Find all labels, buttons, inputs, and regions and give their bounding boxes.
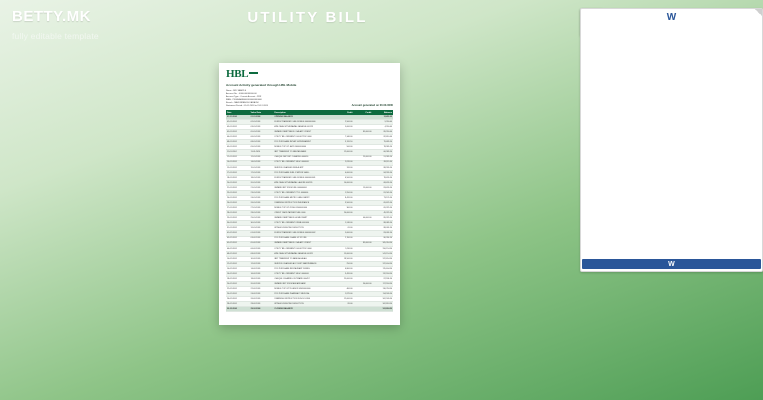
transaction-credit: 15,000.00 [353, 185, 372, 190]
transaction-description: POS PURCHASE METRO CASH CARRY [273, 196, 334, 201]
transaction-balance: 102,824.50 [372, 302, 393, 307]
transaction-balance: 165,264.50 [372, 241, 393, 246]
meta-line: Account No. : 0000-00000000-00 [226, 92, 257, 95]
transaction-value-date: 03-02-2024 [250, 236, 274, 241]
transaction-description: STANDING INSTRUCTION INSURANCE [273, 201, 334, 206]
transaction-debit: 1,950.00 [334, 190, 353, 195]
transaction-description: MOBILE TOP UP JAZZ 03000000000 [273, 145, 334, 150]
transaction-date: 27-01-2024 [226, 206, 250, 211]
transaction-value-date: 02-01-2024 [250, 120, 274, 125]
transaction-balance: 117,184.50 [372, 282, 393, 287]
transaction-description: CHEQUE CLEARING OUTWARD 000457 [273, 277, 334, 282]
transaction-value-date: 05-01-2024 [250, 130, 274, 135]
transaction-debit: 1,240.00 [334, 221, 353, 226]
transaction-value-date: 18-01-2024 [250, 175, 274, 180]
transaction-balance: 156,154.50 [372, 246, 393, 251]
meta-line: Branch : MAIN BRANCH KARACHI [226, 101, 259, 104]
transaction-description: SERVICE CHARGES SMS ALERT [273, 165, 334, 170]
transaction-description: SERVICE CHARGES ACCOUNT MAINTENANCE [273, 261, 334, 266]
transaction-value-date: 20-01-2024 [250, 180, 274, 185]
transaction-date: 10-02-2024 [226, 256, 250, 261]
transaction-date: 12-01-2024 [226, 155, 250, 160]
transaction-value-date: 18-02-2024 [250, 277, 274, 282]
transaction-balance: 66,989.50 [372, 150, 393, 155]
transaction-debit: 25,000.00 [334, 277, 353, 282]
column-header-credit: Credit [353, 110, 372, 115]
transaction-description: UTILITY BILL PAYMENT K-ELECTRIC 0000 [273, 246, 334, 251]
transaction-balance: 102,909.50 [372, 297, 393, 302]
transaction-credit: 85,000.00 [353, 130, 372, 135]
transaction-date: 01-01-2024 [226, 115, 250, 120]
transaction-debit: 15,000.00 [334, 251, 353, 256]
transaction-debit: 5,000.00 [334, 231, 353, 236]
hbl-logo-text: HBL [226, 68, 249, 80]
transaction-debit: 2,760.00 [334, 236, 353, 241]
transaction-credit [353, 307, 372, 312]
transaction-description: POS PURCHASE IMTIAZ SUPERMARKET [273, 140, 334, 145]
transaction-value-date: 08-02-2024 [250, 251, 274, 256]
transaction-description: CHEQUE DEPOSIT CLEARING 000456 [273, 155, 334, 160]
transaction-balance: 83,499.50 [372, 185, 393, 190]
transaction-description: WITHHOLDING TAX DEDUCTION [273, 302, 334, 307]
file-format-badges [580, 8, 677, 268]
transaction-balance: 116,784.50 [372, 287, 393, 292]
transaction-balance: 88,089.50 [372, 221, 393, 226]
transaction-value-date: 12-02-2024 [250, 261, 274, 266]
transaction-description: OPENING BALANCE [273, 115, 334, 120]
transaction-date: 29-02-2024 [226, 307, 250, 312]
transaction-value-date: 28-01-2024 [250, 211, 274, 216]
transaction-credit: 25,000.00 [353, 155, 372, 160]
transaction-description: INWARD IBFT FROM ASKARI BANK [273, 282, 334, 287]
transaction-debit: 3,420.00 [334, 271, 353, 276]
transaction-value-date: 20-02-2024 [250, 282, 274, 287]
transaction-debit: 2,870.00 [334, 160, 353, 165]
transaction-date: 14-01-2024 [226, 160, 250, 165]
transaction-description: UTILITY BILL PAYMENT K-ELECTRIC 0000 [273, 135, 334, 140]
word-label: W [668, 261, 675, 268]
transaction-date: 26-02-2024 [226, 297, 250, 302]
transaction-description: FUNDS TRANSFER / HBL MOBILE 0000000001 [273, 175, 334, 180]
brand-logo: BETTY.MK [12, 8, 91, 25]
transaction-description: UTILITY BILL PAYMENT SSGC 0000000 [273, 271, 334, 276]
transaction-credit: 30,000.00 [353, 282, 372, 287]
column-header-value-date: Value Date [250, 110, 274, 115]
transaction-balance: 78,989.50 [372, 145, 393, 150]
transaction-balance: 88,024.50 [372, 226, 393, 231]
transaction-debit: 3,500.00 [334, 201, 353, 206]
transaction-value-date: 10-02-2024 [250, 256, 274, 261]
transaction-balance: 82,610.00 [372, 135, 393, 140]
word-icon-glyph: W [666, 12, 677, 23]
transaction-date: 26-01-2024 [226, 201, 250, 206]
transaction-description: UTILITY BILL PAYMENT SSGC 0000000 [273, 160, 334, 165]
document-preview[interactable] [219, 63, 400, 325]
transaction-description: INWARD IBFT FROM UBL 000000000 [273, 185, 334, 190]
transaction-value-date: 01-01-2024 [250, 115, 274, 120]
account-meta-block [226, 90, 268, 107]
transaction-debit: 8,420.00 [334, 196, 353, 201]
transaction-debit: 300.00 [334, 206, 353, 211]
transaction-debit: 85.00 [334, 302, 353, 307]
transaction-debit: 2,500.00 [334, 120, 353, 125]
transaction-description: ATM CASH WITHDRAWAL LAHORE 000789 [273, 180, 334, 185]
transaction-date: 05-01-2024 [226, 130, 250, 135]
transaction-balance: 89,329.50 [372, 216, 393, 221]
transaction-debit: 120.00 [334, 165, 353, 170]
transaction-balance: 91,989.50 [372, 155, 393, 160]
transaction-balance: 68,499.50 [372, 180, 393, 185]
transaction-debit: 1,875.00 [334, 292, 353, 297]
transaction-balance: 112,184.50 [372, 271, 393, 276]
transaction-value-date: 29-01-2024 [250, 216, 274, 221]
transaction-date: 01-02-2024 [226, 231, 250, 236]
transaction-balance: 69,629.50 [372, 201, 393, 206]
transaction-date: 08-01-2024 [226, 140, 250, 145]
transaction-debit: 10,000.00 [334, 180, 353, 185]
transaction-description: ATM CASH WITHDRAWAL KARACHI 000321 [273, 251, 334, 256]
transaction-value-date: 11-01-2024 [250, 150, 274, 155]
transaction-description: INWARD REMITTANCE / SALARY CREDIT [273, 241, 334, 246]
transaction-date: 17-01-2024 [226, 170, 250, 175]
transaction-description: FUNDS TRANSFER / HBL MOBILE 0000000002 [273, 231, 334, 236]
transaction-value-date: 27-01-2024 [250, 206, 274, 211]
transaction-balance: 89,119.50 [372, 160, 393, 165]
transaction-description: POS PURCHASE RESTAURANT DINING [273, 266, 334, 271]
transaction-value-date: 23-01-2024 [250, 190, 274, 195]
transaction-description: IBFT TRANSFER TO BANK ALFALAH [273, 256, 334, 261]
transaction-date: 24-01-2024 [226, 196, 250, 201]
transaction-description: CLOSING BALANCE [273, 307, 334, 312]
transaction-date: 31-01-2024 [226, 226, 250, 231]
transaction-date: 30-01-2024 [226, 221, 250, 226]
transaction-description: STANDING INSTRUCTION SCHOOL FEE [273, 297, 334, 302]
transaction-value-date: 06-02-2024 [250, 246, 274, 251]
transaction-balance: 49,329.50 [372, 211, 393, 216]
transaction-date: 05-02-2024 [226, 241, 250, 246]
document-subtitle: Account Activity generated through HBL Mobile [226, 83, 297, 87]
transaction-balance: 122,404.50 [372, 261, 393, 266]
document-meta [226, 90, 393, 107]
column-header-date: Date [226, 110, 250, 115]
transaction-debit: 20,000.00 [334, 211, 353, 216]
transaction-value-date: 08-01-2024 [250, 140, 274, 145]
transaction-description: INWARD REMITTANCE HOME REMIT [273, 216, 334, 221]
transaction-credit: 40,000.00 [353, 216, 372, 221]
transaction-value-date: 17-01-2024 [250, 170, 274, 175]
transaction-value-date: 06-01-2024 [250, 135, 274, 140]
transaction-balance: 88,999.50 [372, 165, 393, 170]
transaction-debit: 7,340.00 [334, 135, 353, 140]
transaction-date: 23-01-2024 [226, 190, 250, 195]
transaction-debit: 6,500.00 [334, 175, 353, 180]
transaction-description: MOBILE TOP UP TELENOR 03450000000 [273, 287, 334, 292]
transaction-value-date: 14-02-2024 [250, 266, 274, 271]
transaction-date: 03-01-2024 [226, 125, 250, 130]
transaction-date: 28-01-2024 [226, 211, 250, 216]
transaction-date: 18-01-2024 [226, 175, 250, 180]
transaction-value-date: 12-01-2024 [250, 155, 274, 160]
transaction-balance: 79,489.50 [372, 140, 393, 145]
transaction-date: 21-01-2024 [226, 185, 250, 190]
transaction-balance: 141,154.50 [372, 251, 393, 256]
transaction-value-date: 29-02-2024 [250, 307, 274, 312]
transaction-date: 22-02-2024 [226, 287, 250, 292]
transaction-date: 16-02-2024 [226, 271, 250, 276]
transaction-balance: 4,950.00 [372, 125, 393, 130]
transaction-balance: 83,024.50 [372, 231, 393, 236]
transaction-description: UTILITY BILL PAYMENT KWSB 0000000 [273, 221, 334, 226]
page-title: UTILITY BILL [247, 9, 368, 26]
transaction-balance: 84,999.50 [372, 170, 393, 175]
meta-line: Statement Period : 01-01-2024 to 31-12-2024 [226, 104, 268, 107]
transaction-value-date: 21-01-2024 [250, 185, 274, 190]
transaction-date: 11-01-2024 [226, 150, 250, 155]
transaction-date: 08-02-2024 [226, 251, 250, 256]
transaction-balance: 102,824.50 [372, 307, 393, 312]
column-header-debit: Debit [334, 110, 353, 115]
transaction-date: 03-02-2024 [226, 236, 250, 241]
transaction-balance: 81,549.50 [372, 190, 393, 195]
brand-tagline: fully editable template [12, 31, 99, 41]
hbl-logo [226, 69, 393, 80]
transaction-credit: 85,000.00 [353, 241, 372, 246]
transaction-value-date: 03-01-2024 [250, 125, 274, 130]
transaction-debit: 18,500.00 [334, 256, 353, 261]
transaction-balance: 73,129.50 [372, 196, 393, 201]
transaction-description: INWARD REMITTANCE / SALARY CREDIT [273, 130, 334, 135]
transaction-balance: 78,499.50 [372, 175, 393, 180]
transaction-date: 29-01-2024 [226, 216, 250, 221]
generated-on-label: Account generated on 00-00-0000 [351, 104, 393, 108]
meta-line: Account Type : Current Account - PKR [226, 95, 262, 98]
column-header-balance: Balance [372, 110, 393, 115]
transaction-debit: 65.00 [334, 226, 353, 231]
transaction-debit: 250.00 [334, 261, 353, 266]
transaction-debit: 500.00 [334, 145, 353, 150]
transaction-balance: 69,329.50 [372, 206, 393, 211]
transaction-debit: 12,000.00 [334, 297, 353, 302]
statement-table-body [226, 115, 393, 312]
transaction-description: FUNDS TRANSFER / HBL MOBILE 0000000000 [273, 120, 334, 125]
transaction-value-date: 05-02-2024 [250, 241, 274, 246]
transaction-debit [334, 307, 353, 312]
transaction-value-date: 16-02-2024 [250, 271, 274, 276]
transaction-debit: 5,000.00 [334, 125, 353, 130]
transaction-debit: 9,110.00 [334, 246, 353, 251]
transaction-date: 18-02-2024 [226, 277, 250, 282]
transaction-balance: 115,604.50 [372, 266, 393, 271]
transaction-balance: 12,450.00 [372, 115, 393, 120]
transaction-debit: 6,800.00 [334, 266, 353, 271]
transaction-description: WITHHOLDING TAX DEDUCTION [273, 226, 334, 231]
transaction-value-date: 30-01-2024 [250, 221, 274, 226]
transaction-description: POS PURCHASE FUEL STATION SHELL [273, 170, 334, 175]
table-row [226, 307, 393, 312]
hbl-logo-bar [249, 72, 258, 74]
transaction-balance: 122,654.50 [372, 256, 393, 261]
bank-statement-document [219, 63, 400, 325]
transaction-date: 06-01-2024 [226, 135, 250, 140]
transaction-debit: 12,000.00 [334, 150, 353, 155]
word-file-icon[interactable] [580, 8, 763, 272]
transaction-debit: 400.00 [334, 287, 353, 292]
transaction-debit: 4,000.00 [334, 170, 353, 175]
statement-table [226, 110, 393, 312]
transaction-value-date: 09-01-2024 [250, 145, 274, 150]
transaction-debit: 3,120.50 [334, 140, 353, 145]
transaction-value-date: 26-02-2024 [250, 297, 274, 302]
meta-line: IBAN : PK00HABB0000000000000000 [226, 98, 262, 101]
transaction-description: MOBILE TOP UP ZONG 03100000000 [273, 206, 334, 211]
transaction-date: 20-01-2024 [226, 180, 250, 185]
transaction-date: 06-02-2024 [226, 246, 250, 251]
transaction-description: CREDIT CARD PAYMENT HBL 0000 [273, 211, 334, 216]
transaction-value-date: 28-02-2024 [250, 302, 274, 307]
transaction-balance: 87,184.50 [372, 277, 393, 282]
transaction-value-date: 31-01-2024 [250, 226, 274, 231]
transaction-description: POS PURCHASE PHARMACY MEDICAL [273, 292, 334, 297]
transaction-value-date: 15-01-2024 [250, 165, 274, 170]
transaction-value-date: 24-02-2024 [250, 292, 274, 297]
meta-line: Name : MR. SAMPLE [226, 90, 247, 92]
transaction-date: 14-02-2024 [226, 266, 250, 271]
transaction-date: 28-02-2024 [226, 302, 250, 307]
transaction-value-date: 01-02-2024 [250, 231, 274, 236]
transaction-balance: 89,950.00 [372, 130, 393, 135]
transaction-value-date: 14-01-2024 [250, 160, 274, 165]
transaction-description: ATM CASH WITHDRAWAL KARACHI 000123 [273, 125, 334, 130]
column-header-description: Description [273, 110, 334, 115]
transaction-value-date: 24-01-2024 [250, 196, 274, 201]
transaction-date: 24-02-2024 [226, 292, 250, 297]
transaction-balance: 114,909.50 [372, 292, 393, 297]
transaction-description: POS PURCHASE CHASE UP STORE [273, 236, 334, 241]
transaction-value-date: 22-02-2024 [250, 287, 274, 292]
transaction-description: UTILITY BILL PAYMENT PTCL 0000000 [273, 190, 334, 195]
transaction-date: 02-01-2024 [226, 120, 250, 125]
transaction-balance: 80,264.50 [372, 236, 393, 241]
transaction-date: 20-02-2024 [226, 282, 250, 287]
transaction-balance: 9,950.00 [372, 120, 393, 125]
transaction-date: 12-02-2024 [226, 261, 250, 266]
transaction-description: IBFT TRANSFER TO MEEZAN BANK [273, 150, 334, 155]
transaction-date: 15-01-2024 [226, 165, 250, 170]
transaction-date: 09-01-2024 [226, 145, 250, 150]
transaction-value-date: 26-01-2024 [250, 201, 274, 206]
